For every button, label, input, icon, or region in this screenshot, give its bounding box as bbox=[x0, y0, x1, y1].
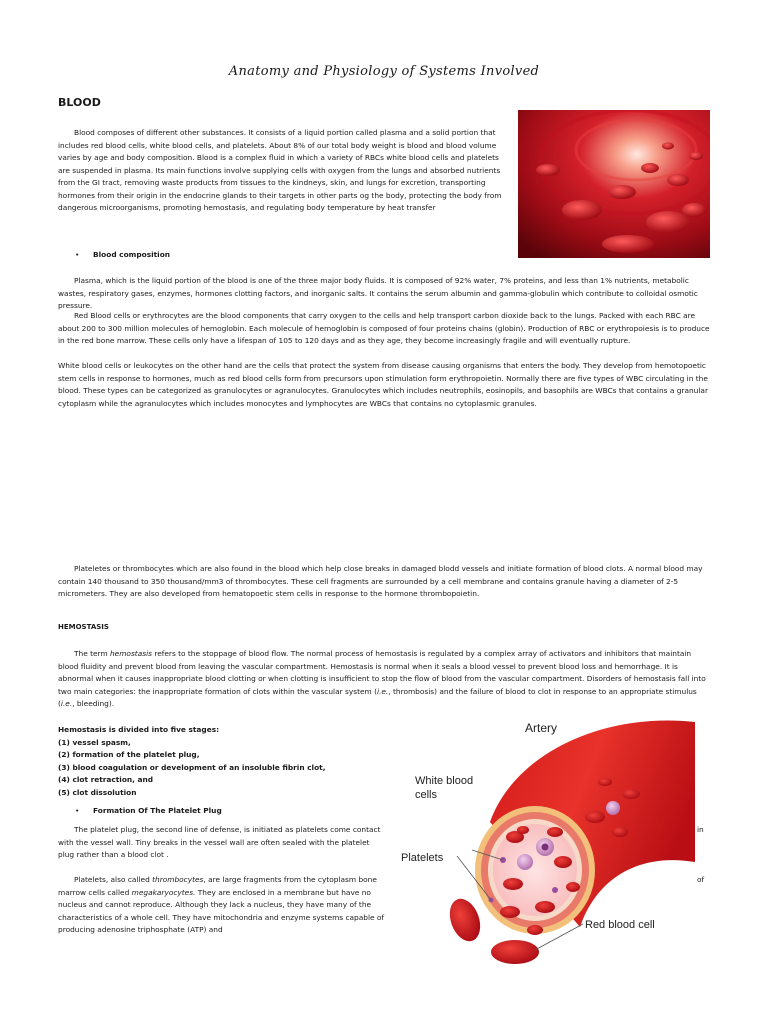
platelets-description-tail: of bbox=[697, 875, 705, 884]
artery-illustration bbox=[395, 712, 695, 984]
platelets-paragraph: Plateletes or thrombocytes which are also found in the blood which help close breaks in damaged blodd vessels and initiate formation of blood clots. A normal blood may contain 140 thousand to 350 thousand/mm3 of thrombocytes. These cell fragments are surrounded by a cell membrane and contains granule having a diameter of 2-5 micrometers. They are also developed from hematopoetic stem cells in response to the hormone thrombopoietin. bbox=[58, 564, 703, 598]
platelets-text-2: , are large fragments from the cytoplasm bone marrow cells called bbox=[58, 875, 377, 897]
page-title: Anatomy and Physiology of Systems Involved bbox=[228, 64, 540, 79]
megakaryocytes-term: megakaryocytes. bbox=[131, 887, 196, 897]
label-platelets: Platelets bbox=[401, 852, 444, 864]
hemostasis-text-3: , thrombosis) and the failure of blood to clot in response to an appropriate stimulus ( bbox=[58, 686, 697, 708]
blood-vessel-photo bbox=[518, 110, 710, 258]
plasma-paragraph: Plasma, which is the liquid portion of the blood is one of the three major body fluids. It is composed of 92% water, 7% proteins, and less than 1% nutrients, metabolic wastes, respiratory gases, enzymes, hormones clotting factors, and inorganic salts. It contains the serum albumin and gamma-globulin which contribute to colloidal osmotic pressure. bbox=[58, 276, 698, 310]
platelet-plug-paragraph: The platelet plug, the second line of defense, is initiated as platelets come contact with the vessel wall. Tiny breaks in the vessel wall are often sealed with the platelet plug rather than a blood clot . bbox=[58, 825, 381, 859]
wbc-paragraph: White blood cells or leukocytes on the other hand are the cells that protect the system from disease causing organisms that enters the body. They develop from hemotopoetic stem cells in response to hormones, much as red blood cells form from precursors upon stimulation form erythropoietin. Normally there are five types of WBC circulating in the blood. These types can be categorized as granulocytes or agranulocytes. Granulocytes which includes neutrophils, eosinopils, and basophils are WBCs that contains a granular cytoplasm while the agranulocytes which includes monocytes and lymphocytes are WBCs that contains no cytoplasmic granules. bbox=[58, 361, 708, 408]
stage-item: (2) formation of the platelet plug, bbox=[58, 750, 200, 759]
hemostasis-ie-2: i.e. bbox=[60, 699, 73, 708]
label-red-blood-cell: Red blood cell bbox=[585, 919, 655, 931]
stage-item: (1) vessel spasm, bbox=[58, 737, 131, 747]
label-artery: Artery bbox=[525, 721, 558, 735]
stages-list bbox=[58, 724, 388, 799]
hemostasis-text-2: refers to the stoppage of blood flow. The normal process of hemostasis is regulated by a complex array of activators and inhibitors that maintain blood fluidity and prevent blood from leaving the vascular compartment. Hemostasis is normal when it seals a blood vessel to prevent blood loss and hemorrhage. It is abnormal when it causes inappropriate blood clotting or when clotting is insufficient to stop the flow of blood from the vascular compartment. Disorders of hemostasis fall into two main categories: the inappropriate formation of clots within the vascular system ( bbox=[58, 649, 706, 696]
hemostasis-ie-1: i.e. bbox=[376, 686, 389, 696]
stage-item: (3) blood coagulation or development of an insoluble fibrin clot, bbox=[58, 762, 326, 772]
bullet-platelet-plug: • Formation Of The Platelet Plug bbox=[75, 806, 222, 815]
platelet-plug-tail: in bbox=[697, 825, 704, 834]
label-white-blood-cells-line2: cells bbox=[415, 789, 438, 801]
hemostasis-term: hemostasis bbox=[110, 649, 152, 658]
stage-item: (4) clot retraction, and bbox=[58, 775, 154, 784]
hemostasis-paragraph bbox=[58, 648, 710, 711]
section-heading-blood: BLOOD bbox=[58, 96, 101, 109]
bullet-blood-composition: • Blood composition bbox=[75, 250, 170, 259]
platelets-text-3: They are enclosed in a membrane but have no nucleus and cannot reproduce. Although they lack a nucleus, they have many of the characteristics of a whole cell. They have mitochondria and enzyme systems capable of producing adenosine triphosphate (ATP) and bbox=[58, 887, 385, 934]
rbc-paragraph: Red Blood cells or erythrocytes are the blood components that carry oxygen to the cells and help transport carbon dioxide back to the lungs. Packed with each RBC are about 200 to 300 million molecules of hemoglobin. Each molecule of hemoglobin is composed of four proteins chains (globin). Production of RBC or erythropoiesis is to produce in the red bone marrow. These cells only have a lifespan of 105 to 120 days and as they age, they become increasingly fragile and will eventually rupture. bbox=[58, 311, 710, 345]
section-heading-hemostasis: HEMOSTASIS bbox=[58, 623, 109, 631]
hemostasis-text-4: , bleeding). bbox=[72, 699, 115, 708]
blood-intro-paragraph: Blood composes of different other substances. It consists of a liquid portion called plasma and a solid portion that includes red blood cells, white blood cells, and platelets. About 8% of our total body weight is blood and blood volume varies by age and body composition. Blood is a complex fluid in which a variety of RBCs white blood cells and platelets are suspended in plasma. Its main functions involve supplying cells with oxygen from the lungs and absorbed nutrients from the GI tract, removing waste products from tissues to the kindneys, skin, and lungs for excretion, transporting hormones from their origin in the endocrine glands to their targets in other parts og the body, protecting the body from dangerous microorganisms, promoting hemostasis, and regulating body temperature by heat transfer bbox=[58, 128, 502, 212]
stages-intro: Hemostasis is divided into five stages: bbox=[58, 725, 220, 734]
stage-item: (5) clot dissolution bbox=[58, 787, 137, 797]
label-white-blood-cells-line1: White blood bbox=[415, 775, 474, 787]
platelets-description-paragraph bbox=[58, 874, 388, 937]
hemostasis-text-1: The term bbox=[74, 649, 110, 658]
thrombocytes-term: thrombocytes bbox=[152, 875, 204, 884]
platelets-text-1: Platelets, also called bbox=[74, 875, 153, 884]
